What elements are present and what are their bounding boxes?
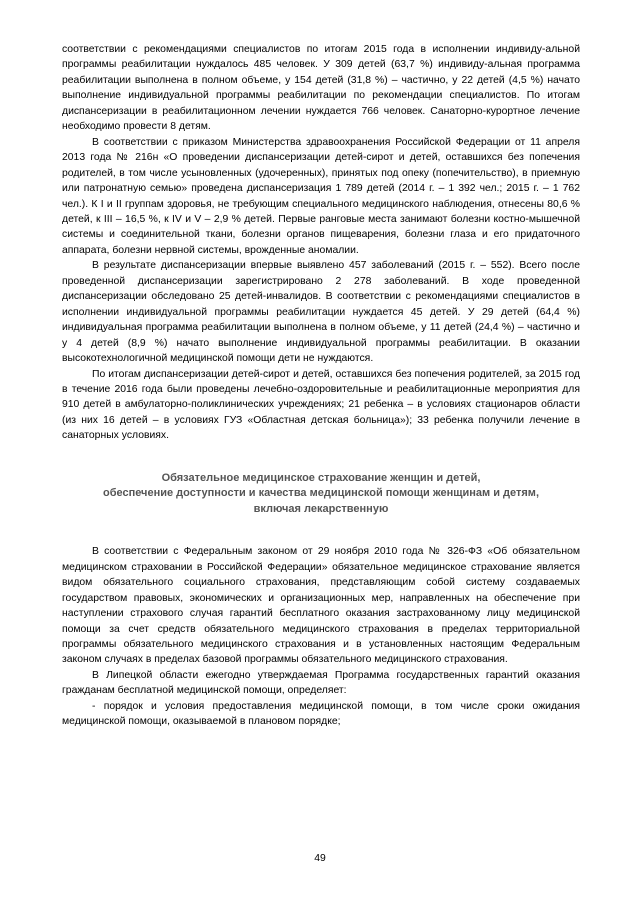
section-heading-line-2: обеспечение доступности и качества медицинской помощи женщинам и детям, bbox=[102, 487, 540, 500]
page-number: 49 bbox=[314, 853, 326, 864]
paragraph-health-ministry-order: В соответствии с приказом Министерства здравоохранения Российской Федерации от 11 апреля 2013 года № 216н «О проведении диспансеризации детей-сирот и детей, оставшихся без попечения родителей, в том числе усыновленных (удочеренных), принятых под опеку (попечительство), в приемную или патронатную семью» проведена диспансеризация 1 789 детей (2014 г. – 1 392 чел.; 2015 г. – 1 762 чел.). К I и II группам здоровья, не требующим специального медицинского наблюдения, отнесены 80,6 % детей, к III – 16,5 %, к IV и V – 2,9 % детей. Первые ранговые места занимают болезни костно-мышечной системы и соединительной ткани, болезни органов пищеварения, болезни глаза и его придаточного аппарата, болезни нервной системы, врожденные аномалии. bbox=[62, 136, 580, 256]
section-heading-line-3: включая лекарственную bbox=[253, 502, 389, 515]
paragraph-lipetsk-program: В Липецкой области ежегодно утверждаемая Программа государственных гарантий оказания гражданам бесплатной медицинской помощи, определяет: bbox=[62, 669, 580, 697]
section-heading bbox=[62, 471, 580, 518]
document-page bbox=[62, 42, 580, 730]
list-item-procedure: - порядок и условия предоставления медицинской помощи, в том числе сроки ожидания медицинской помощи, оказываемой в плановом порядке; bbox=[62, 700, 580, 728]
paragraph-federal-law: В соответствии с Федеральным законом от 29 ноября 2010 года № 326-ФЗ «Об обязательном медицинском страховании в Российской Федерации» обязательное медицинское страхование является видом обязательного социального страхования, представляющим собой систему создаваемых государством правовых, экономических и организационных мер, направленных на обеспечение при наступлении страхового случая гарантий бесплатного оказания застрахованному лицу медицинской помощи за счет средств обязательного медицинского страхования в пределах территориальной программы обязательного медицинского страхования и в установленных настоящим Федеральным законом случаях в пределах базовой программы обязательного медицинского страхования. bbox=[62, 546, 580, 666]
paragraph-orphans-treatment: По итогам диспансеризации детей-сирот и детей, оставшихся без попечения родителей, за 2015 год в течение 2016 года были проведены лечебно-оздоровительные и реабилитационные мероприятия для 910 детей в амбулаторно-поликлинических учреждениях; 21 ребенка – в условиях стационаров области (из них 16 детей – в условиях ГУЗ «Областная детская больница»); 33 ребенка получили лечение в санаторных условиях. bbox=[62, 368, 580, 442]
section-heading-line-1: Обязательное медицинское страхование женщин и детей, bbox=[161, 471, 481, 484]
paragraph-rehabilitation-2015: соответствии с рекомендациями специалистов по итогам 2015 года в исполнении индивиду-альной программы реабилитации нуждалось 485 человек. У 309 детей (63,7 %) индивиду-альная программа реабилитации выполнена в полном объеме, у 154 детей (31,8 %) – частично, у 22 детей (4,5 %) начато выполнение индивидуальной программы реабилитации по рекомендации специалистов. По итогам диспансеризации в реабилитационном лечении нуждается 766 человек. Санаторно-курортное лечение необходимо провести 8 детям. bbox=[62, 44, 580, 133]
paragraph-dispensary-results: В результате диспансеризации впервые выявлено 457 заболеваний (2015 г. – 552). Всего после проведенной диспансеризации зарегистрировано 2 278 заболеваний. В ходе проведенной диспансеризации обследовано 25 детей-инвалидов. В соответствии с рекомендациями специалистов в исполнении индивидуальной программы реабилитации нуждается 45 детей. У 29 детей (64,4 %) индивидуальная программа реабилитации выполнена в полном объеме, у 11 детей (24,4 %) – частично и у 4 детей (8,9 %) начато выполнение индивидуальной программы реабилитации. В оказании высокотехнологичной медицинской помощи дети не нуждаются. bbox=[62, 260, 580, 365]
